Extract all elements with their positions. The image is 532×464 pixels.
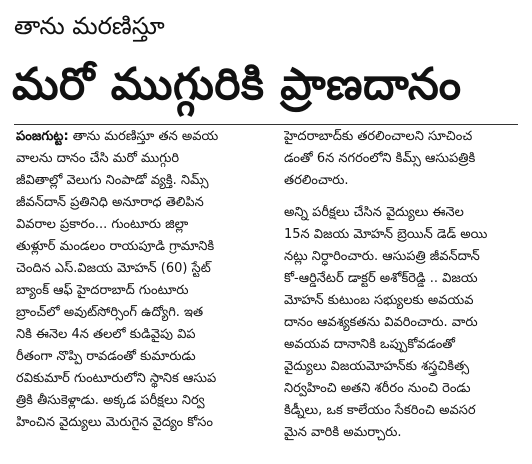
- kicker-title: తాను మరణిస్తూ: [14, 12, 165, 40]
- article-line: రీతంగా నొప్పి రావడంతో కుమారుడు: [16, 349, 196, 364]
- article-line: త్రికి తీసుకెళ్లాడు. అక్కడ పరీక్షలు నిర్వ: [16, 393, 205, 408]
- article-line: కిడ్నీలు, ఒక కాలేయం సేకరించి అవసర: [284, 403, 476, 418]
- dateline-continuation: తాను మరణిస్తూ తన అవయ: [68, 129, 219, 144]
- article-line: డంతో 6న నగరంలోని కిమ్స్ ఆసుపత్రికి: [284, 151, 476, 166]
- article-line: అన్ని పరీక్షలు చేసిన వైద్యులు ఈనెల: [284, 205, 464, 220]
- article-line: హించిన వైద్యులు మెరుగైన వైద్యం కోసం: [16, 415, 213, 430]
- article-line: మైన వారికి అమర్చారు.: [284, 425, 402, 440]
- article-line: [16, 126, 264, 148]
- article-line: అవయవ దానానికి ఒప్పుకోవడంతో: [284, 337, 455, 352]
- article-line: జీవన్‌దాన్ ప్రతినిధి అనూరాధ తెలిపిన: [16, 195, 204, 210]
- article-line: 15న విజయ మోహన్ బ్రెయిన్ డెడ్ అయి: [284, 227, 488, 242]
- article-line: రవికుమార్ గుంటూరులోని స్థానిక ఆసుప: [16, 371, 217, 386]
- article-line: నట్లు నిర్ధారించారు. ఆసుపత్రి జీవన్‌దాన్: [284, 249, 480, 264]
- article-line: కో-ఆర్డినేటర్ డాక్టర్ అశోక్‌రెడ్డి .. విజయ: [284, 271, 478, 286]
- article-line: దానం ఆవశ్యకతను వివరించారు. వారు: [284, 315, 478, 330]
- article-line: నికి ఈనెల 4న తలలో కుడివైపు విప: [16, 327, 196, 342]
- article-column-left: [16, 126, 264, 434]
- article-line: తుళ్లూర్ మండలం రాయపూడి గ్రామానికి: [16, 239, 215, 254]
- article-line: నిర్వహించి అతని శరీరం నుంచి రెండు: [284, 381, 471, 396]
- dateline: పంజగుట్ట:: [16, 129, 69, 144]
- article-line: మోహన్ కుటుంబ సభ్యులకు అవయవ: [284, 293, 474, 308]
- headline-divider: [14, 124, 518, 125]
- article-line: తరలించారు.: [284, 173, 349, 188]
- article-line: వైద్యులు విజయమోహన్‌కు శస్త్రచికిత్స: [284, 359, 470, 374]
- article-line: బ్రాంచ్‌లో అవుట్‌సోర్సింగ్ ఉద్యోగి. ఇత: [16, 305, 204, 320]
- article-line: వివరాల ప్రకారం... గుంటూరు జిల్లా: [16, 217, 189, 232]
- article-column-right: [284, 126, 522, 444]
- article-line: చెందిన ఎస్.విజయ మోహన్ (60) స్టేట్: [16, 261, 211, 276]
- article-line: హైదరాబాద్‌కు తరలించాలని సూచించ: [284, 129, 473, 144]
- article-line: బ్యాంక్ ఆఫ్ హైదరాబాద్ గుంటూరు: [16, 283, 189, 298]
- article-line: వాలను దానం చేసి మరో ముగ్గురి: [16, 151, 180, 166]
- article-line: జీవితాల్లో వెలుగు నింపాడో వ్యక్తి. నిమ్స్: [16, 173, 209, 188]
- headline: మరో ముగ్గురికి ప్రాణదానం: [12, 59, 462, 110]
- paragraph-gap: [284, 192, 522, 202]
